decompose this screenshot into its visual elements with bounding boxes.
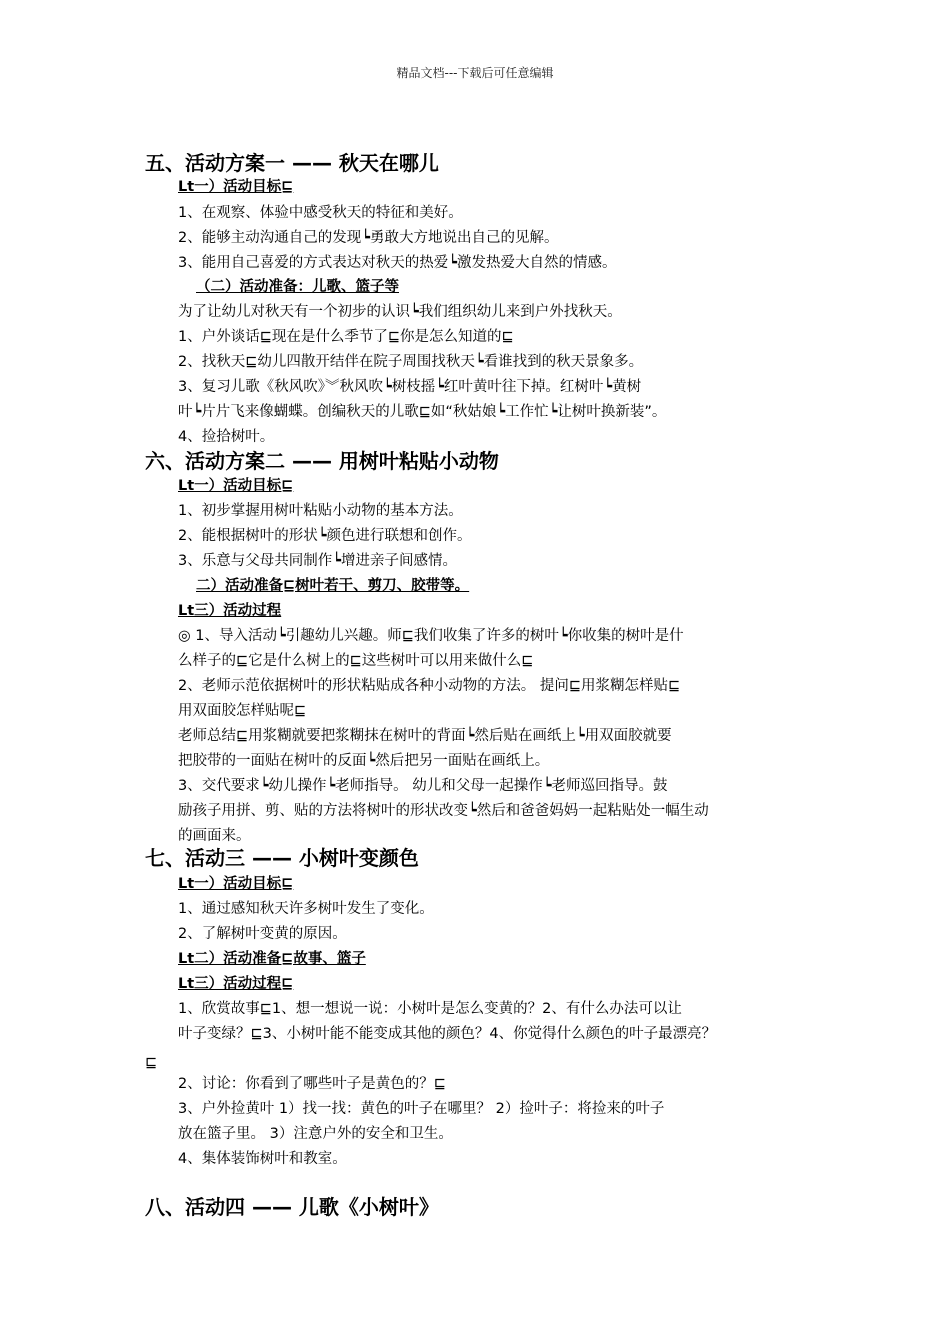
- text-line: 老师总结⊑用浆糊就要把浆糊抹在树叶的背面┕然后贴在画纸上┕用双面胶就要: [178, 728, 672, 744]
- text-line: 2、了解树叶变黄的原因。: [178, 926, 347, 942]
- text-line: ⊑: [145, 1055, 158, 1071]
- text-line: 1、户外谈话⊑现在是什么季节了⊑你是怎么知道的⊑: [178, 329, 514, 345]
- section-heading: 六、活动方案二 —— 用树叶粘贴小动物: [145, 449, 499, 473]
- page-header: 精品文档---下载后可任意编辑: [396, 66, 554, 80]
- subheading: Lt三）活动过程: [178, 603, 282, 619]
- subheading: （二）活动准备：儿歌、篮子等: [196, 279, 399, 295]
- subheading: Lt一）活动目标⊑: [178, 478, 294, 494]
- text-line: 2、能根据树叶的形状┕颜色进行联想和创作。: [178, 528, 472, 544]
- subheading: Lt三）活动过程⊑: [178, 976, 294, 992]
- section-heading: 五、活动方案一 —— 秋天在哪儿: [145, 151, 439, 175]
- text-line: 么样子的⊑它是什么树上的⊑这些树叶可以用来做什么⊑: [178, 653, 534, 669]
- text-line: 3、复习儿歌《秋风吹》︾秋风吹┕树枝摇┕红叶黄叶往下掉。红树叶┕黄树: [178, 379, 642, 395]
- text-line: 叶子变绿？⊑3、小树叶能不能变成其他的颜色？4、你觉得什么颜色的叶子最漂亮？: [178, 1026, 717, 1042]
- text-line: 1、欣赏故事⊑1、想一想说一说：小树叶是怎么变黄的？2、有什么办法可以让: [178, 1001, 682, 1017]
- text-line: 3、乐意与父母共同制作┕增进亲子间感情。: [178, 553, 457, 569]
- text-line: 2、老师示范依据树叶的形状粘贴成各种小动物的方法。 提问⊑用浆糊怎样贴⊑: [178, 678, 681, 694]
- text-line: 励孩子用拼、剪、贴的方法将树叶的形状改变┕然后和爸爸妈妈一起粘贴处一幅生动: [178, 803, 709, 819]
- text-line: 4、捡拾树叶。: [178, 429, 275, 445]
- text-line: 用双面胶怎样贴呢⊑: [178, 703, 307, 719]
- text-line: 为了让幼儿对秋天有一个初步的认识┕我们组织幼儿来到户外找秋天。: [178, 304, 622, 320]
- text-line: ◎ 1、导入活动┕引趣幼儿兴趣。师⊑我们收集了许多的树叶┕你收集的树叶是什: [178, 628, 684, 644]
- text-line: 2、讨论：你看到了哪些叶子是黄色的？⊑: [178, 1076, 446, 1092]
- subheading: 二）活动准备⊑树叶若干、剪刀、胶带等。: [196, 578, 470, 594]
- text-line: 1、在观察、体验中感受秋天的特征和美好。: [178, 205, 463, 221]
- text-line: 1、初步掌握用树叶粘贴小动物的基本方法。: [178, 503, 463, 519]
- text-line: 3、户外捡黄叶 1）找一找：黄色的叶子在哪里？ 2）捡叶子：将捡来的叶子: [178, 1101, 665, 1117]
- subheading: Lt一）活动目标⊑: [178, 179, 294, 195]
- text-line: 3、能用自己喜爱的方式表达对秋天的热爱┕激发热爱大自然的情感。: [178, 255, 617, 271]
- text-line: 的画面来。: [178, 828, 251, 844]
- text-line: 2、能够主动沟通自己的发现┕勇敢大方地说出自己的见解。: [178, 230, 559, 246]
- section-heading: 七、活动三 —— 小树叶变颜色: [145, 846, 419, 870]
- text-line: 2、找秋天⊑幼儿四散开结伴在院子周围找秋天┕看谁找到的秋天景象多。: [178, 354, 644, 370]
- subheading: Lt一）活动目标⊑: [178, 876, 294, 892]
- text-line: 放在篮子里。 3）注意户外的安全和卫生。: [178, 1126, 453, 1142]
- text-line: 4、集体装饰树叶和教室。: [178, 1151, 347, 1167]
- text-line: 1、通过感知秋天许多树叶发生了变化。: [178, 901, 434, 917]
- subheading: Lt二）活动准备⊑故事、篮子: [178, 951, 366, 967]
- section-heading: 八、活动四 —— 儿歌《小树叶》: [145, 1195, 439, 1219]
- text-line: 把胶带的一面贴在树叶的反面┕然后把另一面贴在画纸上。: [178, 753, 550, 769]
- text-line: 3、交代要求┕幼儿操作┕老师指导。 幼儿和父母一起操作┕老师巡回指导。鼓: [178, 778, 668, 794]
- text-line: 叶┕片片飞来像蝴蝶。创编秋天的儿歌⊑如“秋姑娘┕工作忙┕让树叶换新装”。: [178, 404, 667, 420]
